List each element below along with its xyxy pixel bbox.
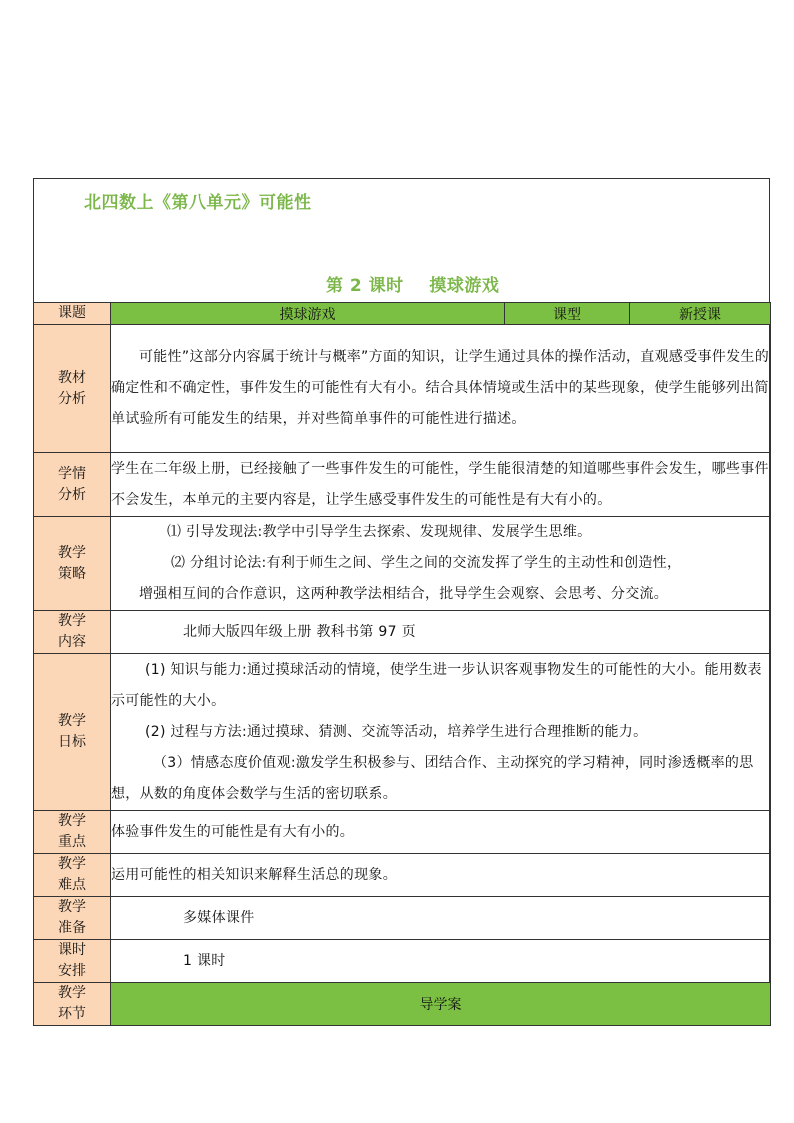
material-row — [34, 325, 771, 453]
difficulty-row — [34, 854, 771, 897]
prep-row — [34, 897, 771, 940]
goals-text: (1) 知识与能力:通过摸球活动的情境，使学生进一步认识客观事物发生的可能性的大小。能用数表示可能性的大小。 (2) 过程与方法:通过摸球、猜测、交流等活动，培养学生进行合理推断的能力。 （3）情感态度价值观:激发学生积极参与、团结合作、主动探究的学习精神，同时渗透概率的思想，从数的角度体会数学与生活的密切联系。 — [111, 654, 771, 811]
schedule-label: 课时 安排 — [34, 940, 111, 983]
lesson-plan-table — [33, 302, 771, 1026]
content-text: 北师大版四年级上册 教科书第 97 页 — [111, 611, 771, 654]
topic-label: 课题 — [34, 303, 111, 325]
difficulty-label: 教学 难点 — [34, 854, 111, 897]
section-label: 教学 环节 — [34, 983, 111, 1026]
lesson-plan-sheet — [33, 178, 770, 1022]
topic-row — [34, 303, 771, 325]
focus-text: 体验事件发生的可能性是有大有小的。 — [111, 811, 771, 854]
goals-row — [34, 654, 771, 811]
lesson-subtitle: 第 2 课时 摸球游戏 — [326, 276, 500, 296]
strategy-row — [34, 517, 771, 611]
content-label: 教学 内容 — [34, 611, 111, 654]
goals-label: 教学 日标 — [34, 654, 111, 811]
type-value: 新授课 — [630, 303, 771, 325]
strategy-text: ⑴ 引导发现法:教学中引导学生去探索、发现规律、发展学生思维。 ⑵ 分组讨论法:有利于师生之间、学生之间的交流发挥了学生的主动性和创造性， 增强相互间的合作意识，这两种教学法相结合，批导学生会观察、会思考、分交流。 — [111, 517, 771, 611]
section-row — [34, 983, 771, 1026]
difficulty-text: 运用可能性的相关知识来解释生活总的现象。 — [111, 854, 771, 897]
material-label: 教材 分析 — [34, 325, 111, 453]
focus-label: 教学 重点 — [34, 811, 111, 854]
students-label: 学情 分析 — [34, 453, 111, 517]
prep-text: 多媒体课件 — [111, 897, 771, 940]
focus-row — [34, 811, 771, 854]
material-text: 可能性”这部分内容属于统计与概率”方面的知识，让学生通过具体的操作活动，直观感受事件发生的确定性和不确定性，事件发生的可能性有大有小。结合具体情境或生活中的某些现象，使学生能够列出简单试验所有可能发生的结果，并对些简单事件的可能性进行描述。 — [111, 325, 771, 453]
strategy-label: 教学 策略 — [34, 517, 111, 611]
prep-label: 教学 准备 — [34, 897, 111, 940]
header-block — [34, 179, 769, 303]
students-text: 学生在二年级上册，已经接触了一些事件发生的可能性，学生能很清楚的知道哪些事件会发生，哪些事件不会发生，本单元的主要内容是，让学生感受事件发生的可能性是有大有小的。 — [111, 453, 771, 517]
document-title: 北四数上《第八单元》可能性 — [84, 193, 312, 213]
schedule-row — [34, 940, 771, 983]
section-header: 导学案 — [111, 983, 771, 1026]
content-row — [34, 611, 771, 654]
topic-value: 摸球游戏 — [111, 303, 505, 325]
students-row — [34, 453, 771, 517]
type-label: 课型 — [505, 303, 630, 325]
schedule-text: 1 课时 — [111, 940, 771, 983]
